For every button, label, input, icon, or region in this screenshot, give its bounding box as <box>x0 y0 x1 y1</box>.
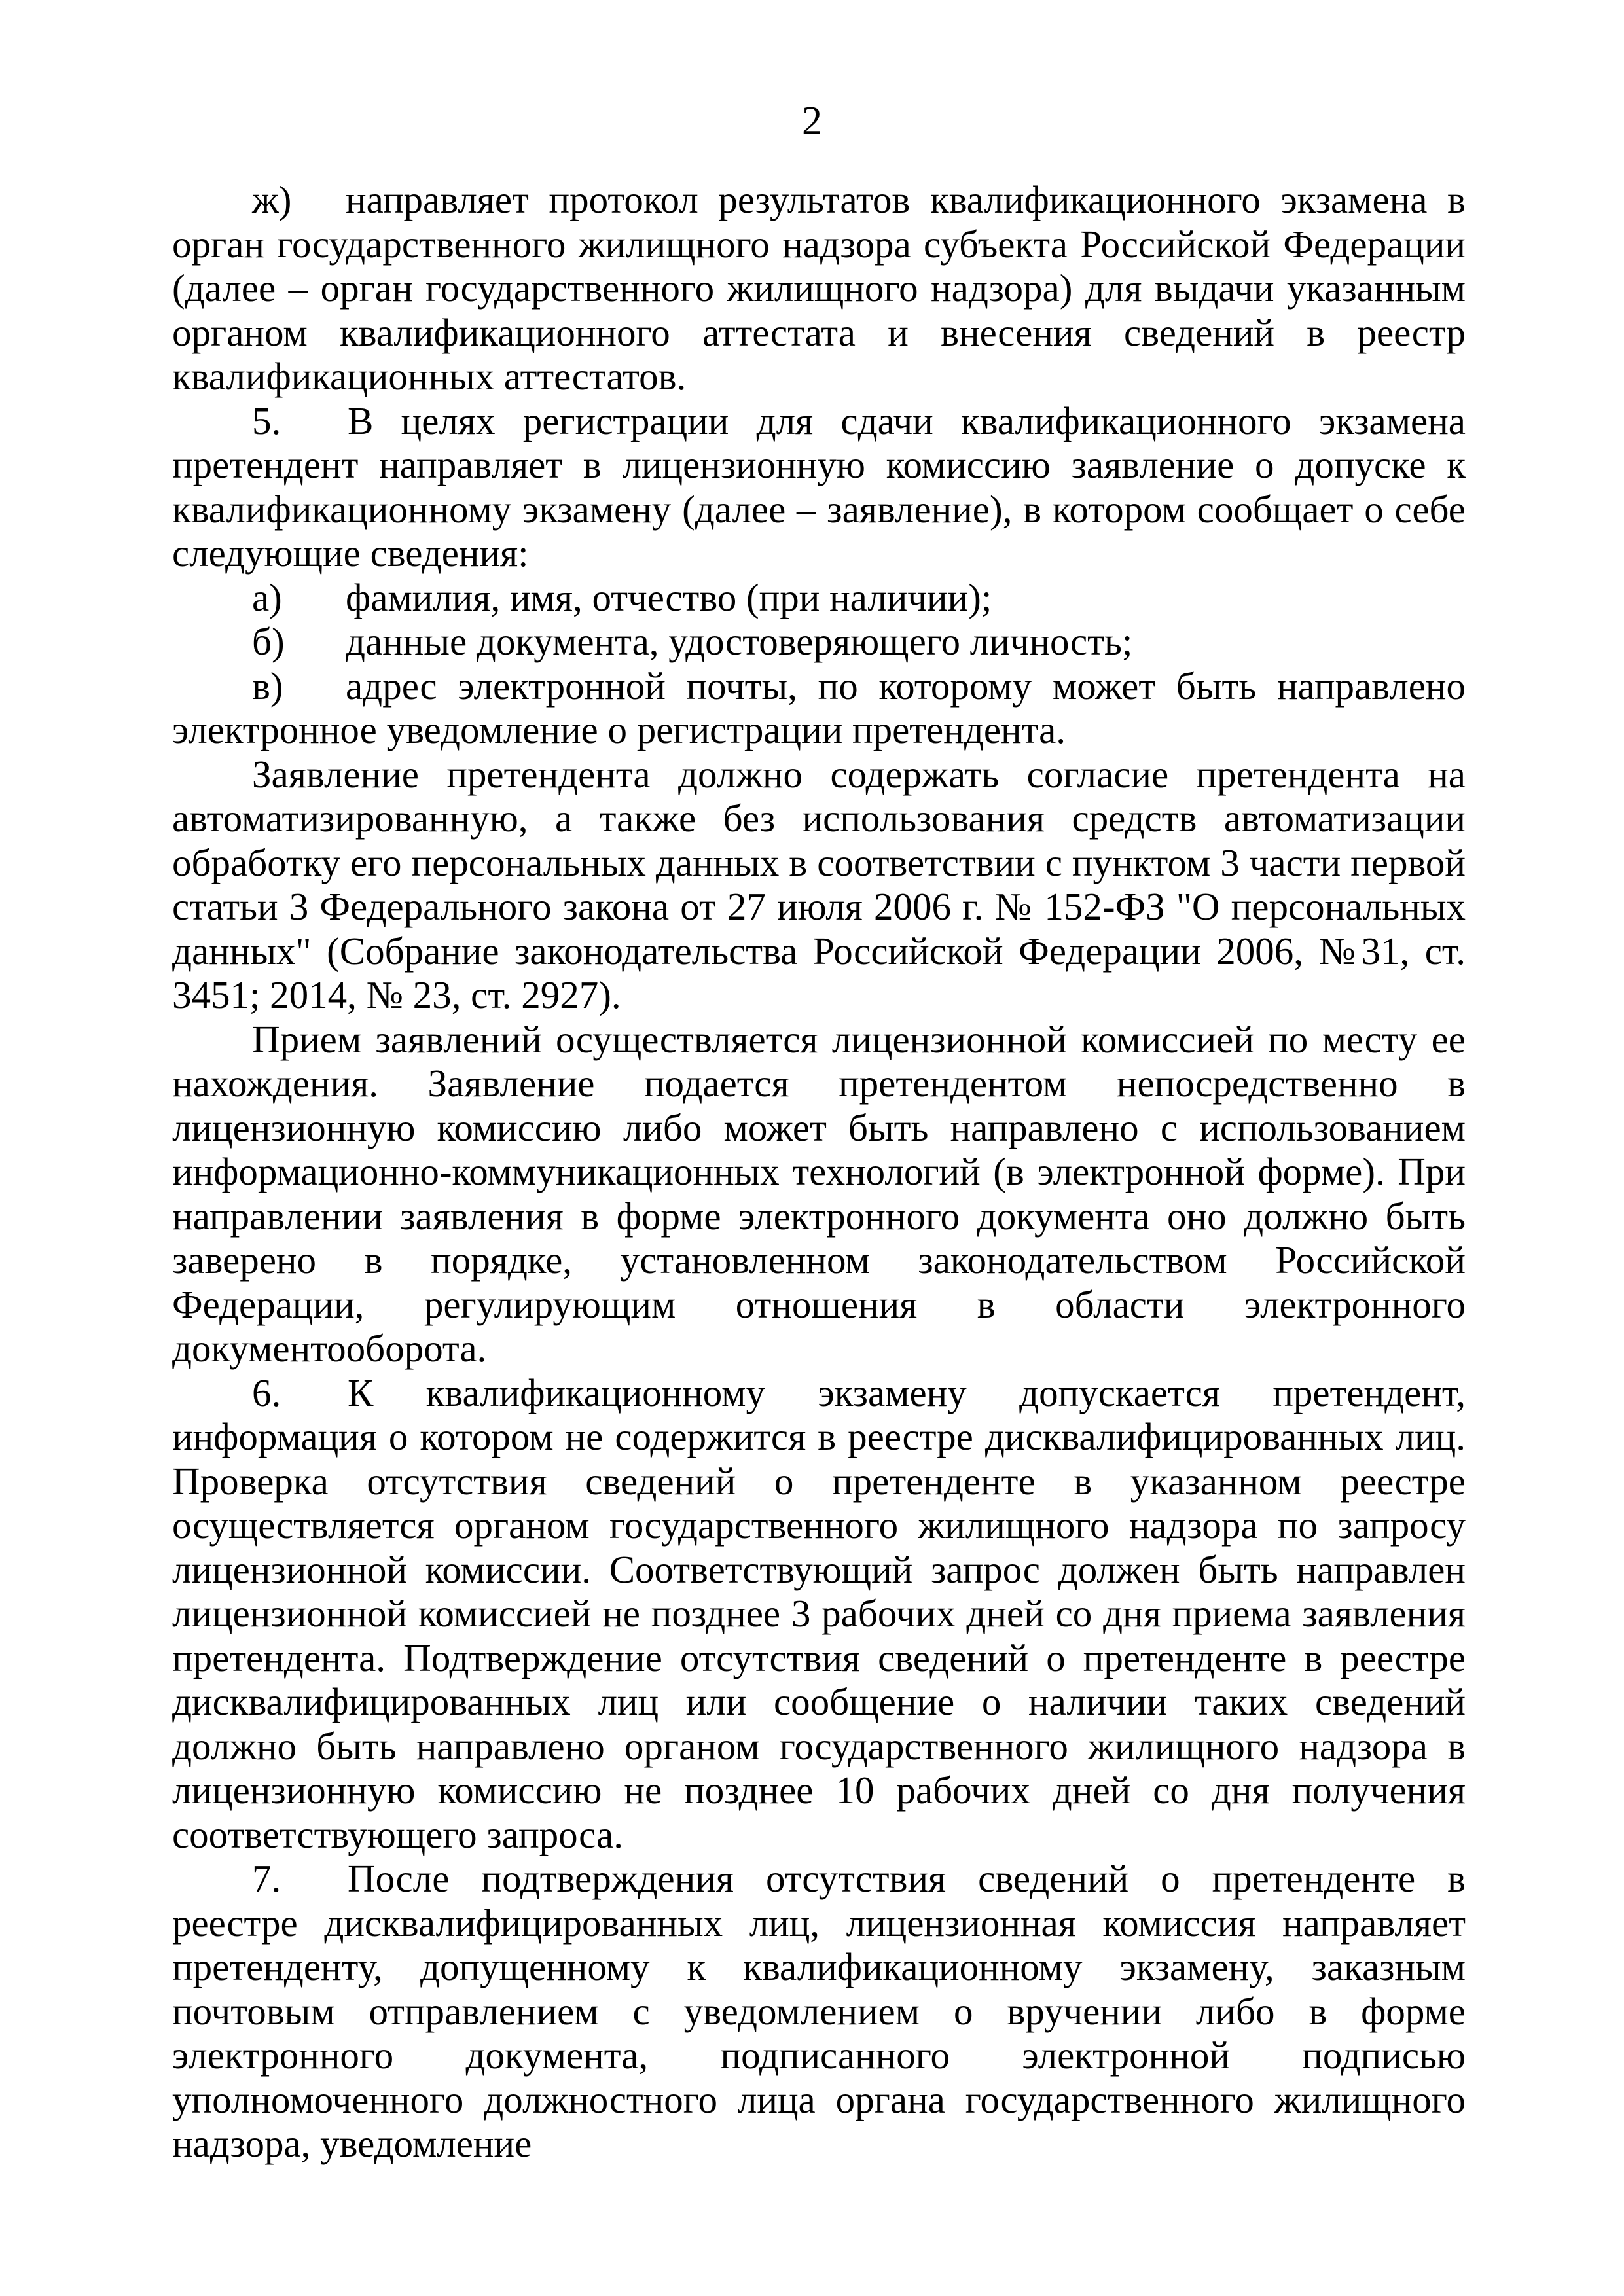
paragraph-text: К квалификационному экзамену допускается претендент, информация о котором не содержится в реестре дисквалифицированных лиц. Проверка отсутствия сведений о претенденте в указанном реестре осуществляется органом государственного жилищного надзора по запросу лицензионной комиссии. Соответствующий запрос должен быть направлен лицензионной комиссией не позднее 3 рабочих дней со дня приема заявления претендента. Подтверждение отсутствия сведений о претенденте в реестре дисквалифицированных лиц или сообщение о наличии таких сведений должно быть направлено органом государственного жилищного надзора в лицензионную комиссию не позднее 10 рабочих дней со дня получения соответствующего запроса. <box>172 1371 1466 1856</box>
paragraph-text: Заявление претендента должно содержать согласие претендента на автоматизированную, а также без использования средств автоматизации обработку его персональных данных в соответствии с пунктом 3 части первой статьи 3 Федерального закона от 27 июля 2006 г. № 152-ФЗ "О персональных данных" (Собрание законодательства Российской Федерации 2006, №31, ст. 3451; 2014, № 23, ст. 2927). <box>172 752 1466 1016</box>
paragraph-text: направляет протокол результатов квалификационного экзамена в орган государственного жилищного надзора субъекта Российской Федерации (далее – орган государственного жилищного надзора) для выдачи указанным органом квалификационного аттестата и внесения сведений в реестр квалификационных аттестатов. <box>172 178 1466 398</box>
clause-number: 6. <box>252 1371 281 1414</box>
paragraph-clause-7 <box>172 1857 1466 2166</box>
paragraph-clause-6 <box>172 1371 1466 1857</box>
paragraph-item-a <box>172 576 1466 620</box>
clause-number: 7. <box>252 1857 281 1900</box>
list-marker: б) <box>252 620 285 663</box>
page-number: 2 <box>802 99 822 143</box>
document-body <box>172 178 1466 2166</box>
paragraph-item-b <box>172 620 1466 664</box>
clause-number: 5. <box>252 399 281 442</box>
paragraph-text: После подтверждения отсутствия сведений о претенденте в реестре дисквалифицированных лиц, лицензионная комиссия направляет претенденту, допущенному к квалификационному экзамену, заказным почтовым отправлением с уведомлением о вручении либо в форме электронного документа, подписанного электронной подписью уполномоченного должностного лица органа государственного жилищного надзора, уведомление <box>172 1857 1466 2165</box>
paragraph-text: Прием заявлений осуществляется лицензионной комиссией по месту ее нахождения. Заявление подается претендентом непосредственно в лицензионную комиссию либо может быть направлено с использованием информационно-коммуникационных технологий (в электронной форме). При направлении заявления в форме электронного документа оно должно быть заверено в порядке, установленном законодательством Российской Федерации, регулирующим отношения в области электронного документооборота. <box>172 1017 1466 1370</box>
paragraph-consent <box>172 753 1466 1018</box>
paragraph-text: фамилия, имя, отчество (при наличии); <box>346 575 992 619</box>
list-marker: ж) <box>252 178 292 221</box>
paragraph-text: В целях регистрации для сдачи квалификационного экзамена претендент направляет в лицензионную комиссию заявление о допуске к квалификационному экзамену (далее – заявление), в котором сообщает о себе следующие сведения: <box>172 399 1466 575</box>
paragraph-text: данные документа, удостоверяющего личность; <box>346 620 1133 663</box>
list-marker: в) <box>252 664 283 708</box>
list-marker: а) <box>252 575 282 619</box>
paragraph-clause-5 <box>172 399 1466 576</box>
paragraph-item-zh <box>172 178 1466 399</box>
paragraph-item-v <box>172 664 1466 753</box>
paragraph-reception <box>172 1018 1466 1371</box>
paragraph-text: адрес электронной почты, по которому может быть направлено электронное уведомление о регистрации претендента. <box>172 664 1466 751</box>
